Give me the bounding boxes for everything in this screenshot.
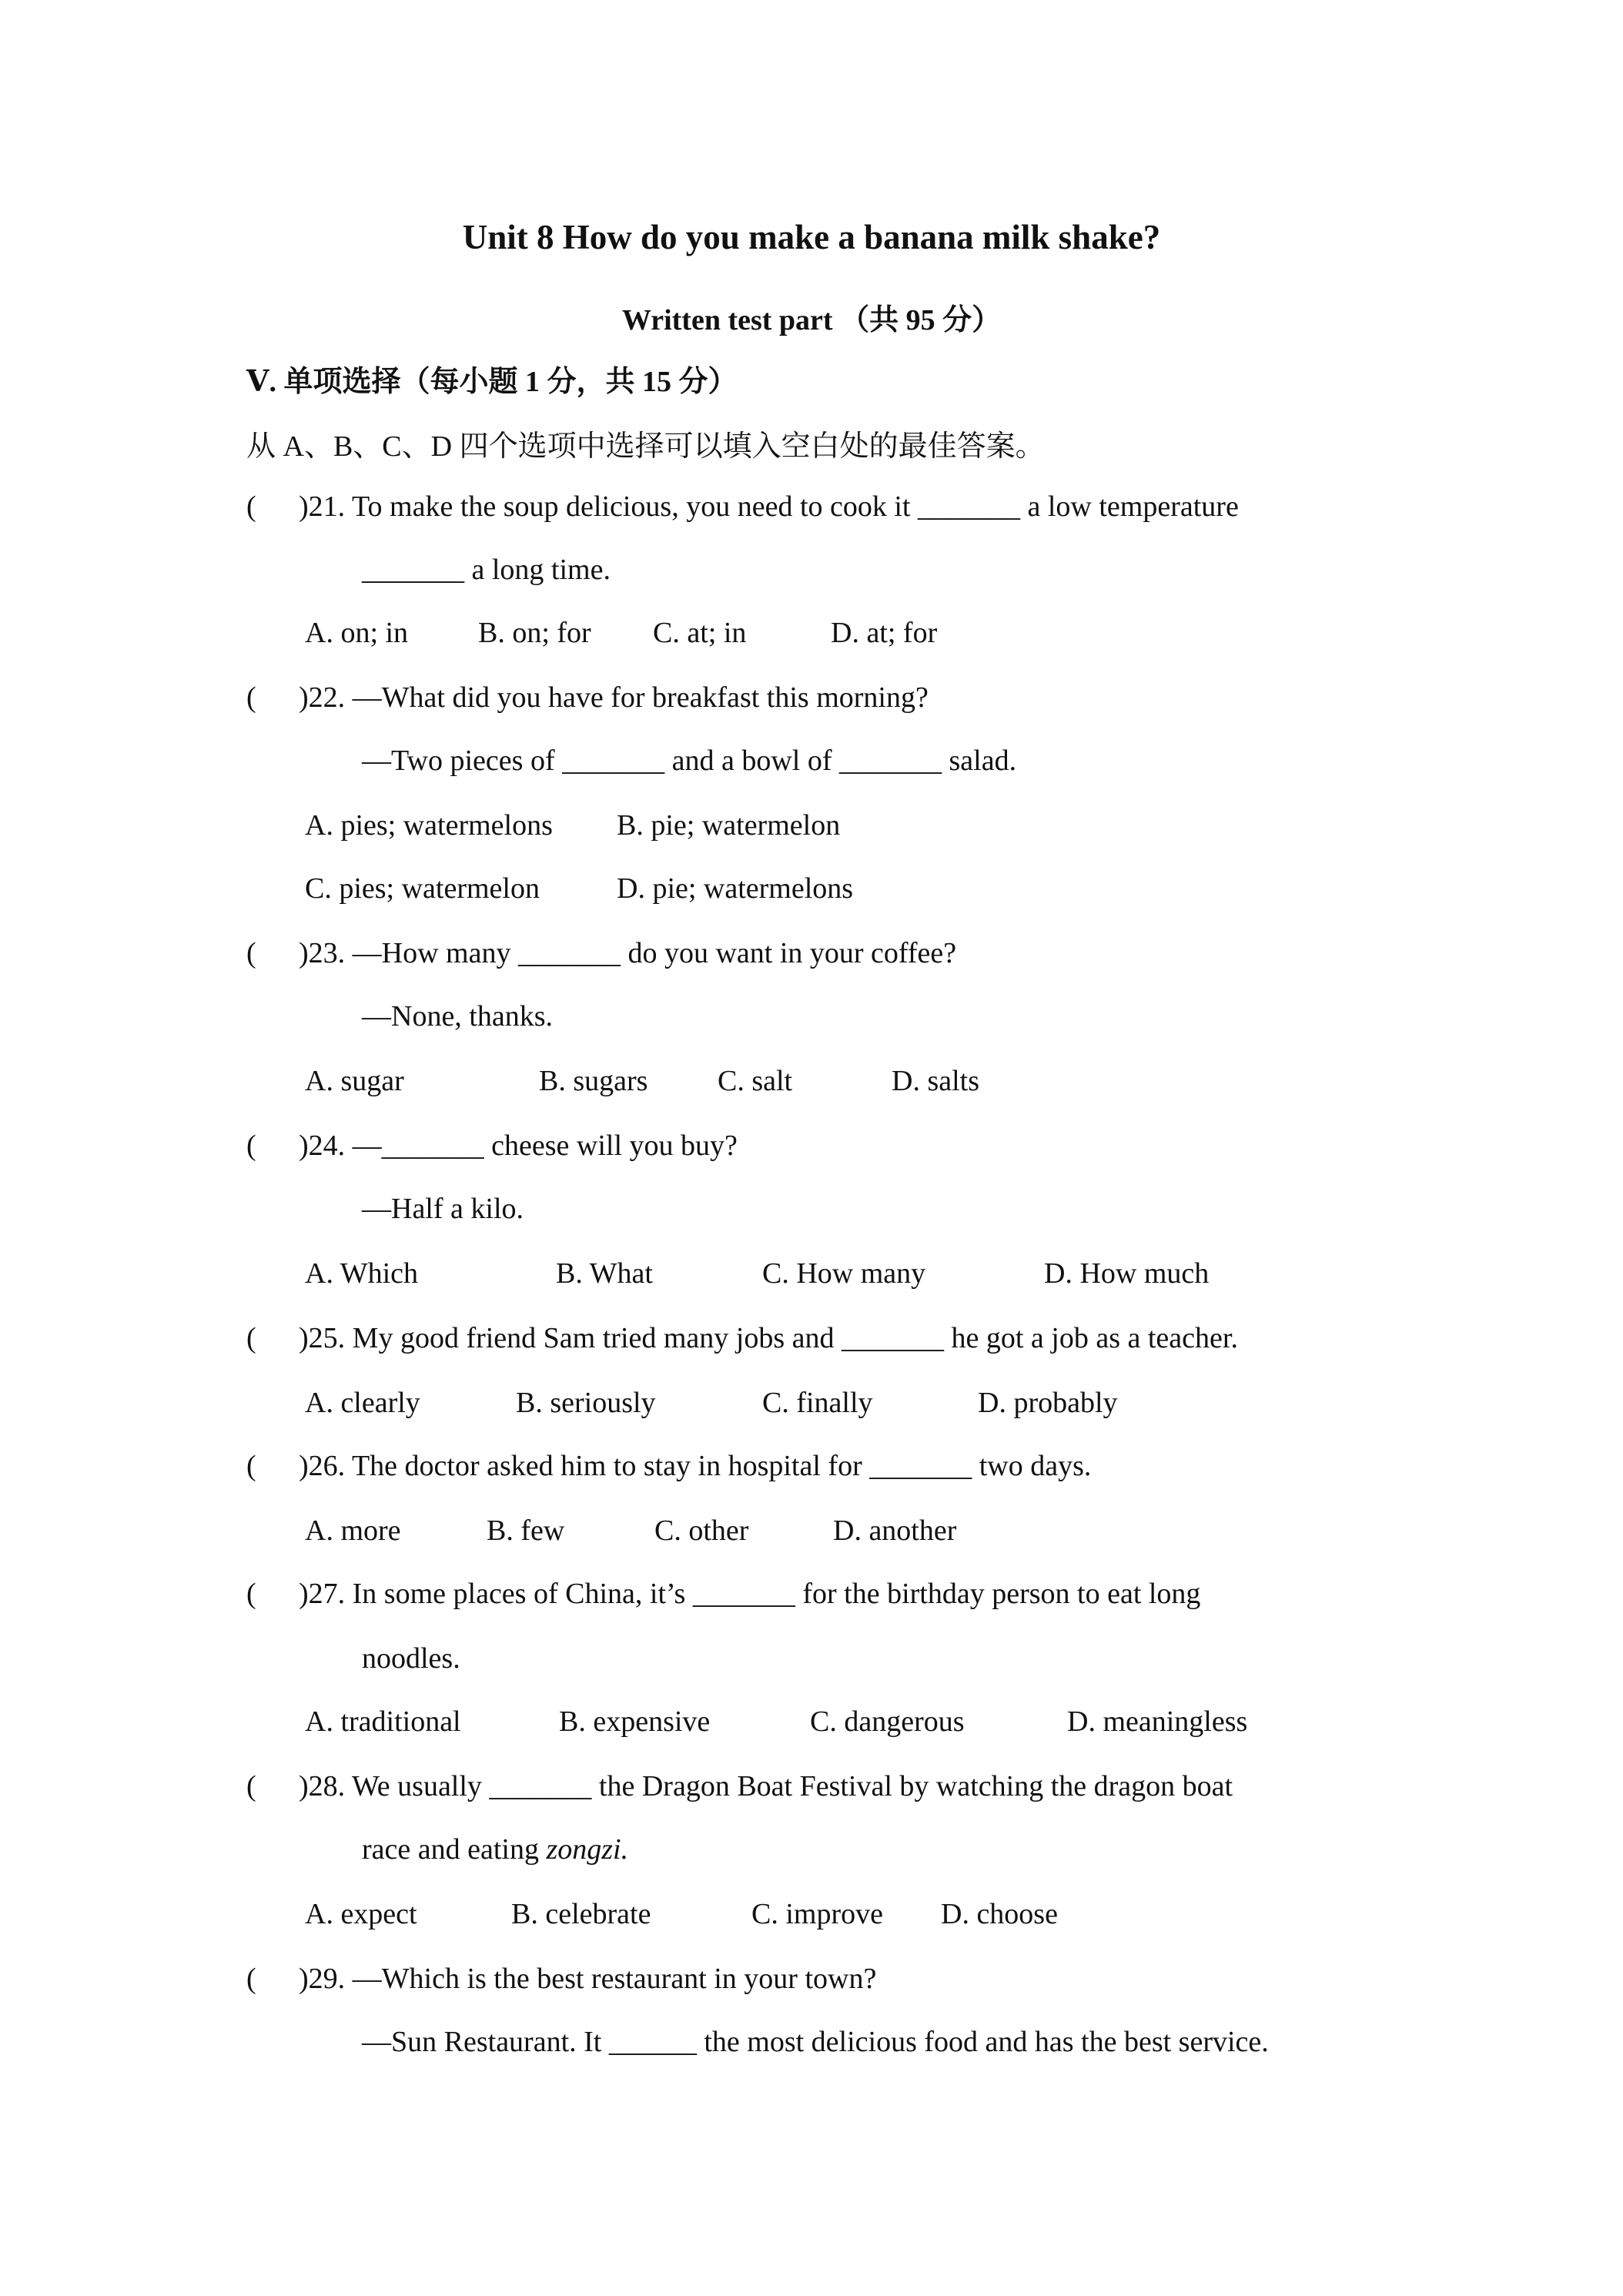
question-text: )22. —What did you have for breakfast this morning? bbox=[299, 681, 929, 714]
option-b: B. on; for bbox=[478, 617, 591, 649]
option-d: D. choose bbox=[941, 1898, 1058, 1930]
option-d: D. probably bbox=[978, 1387, 1118, 1419]
answer-paren: ( bbox=[246, 490, 256, 523]
question-text: )26. The doctor asked him to stay in hospital for _______ two days. bbox=[299, 1450, 1092, 1482]
option-a: A. traditional bbox=[305, 1705, 461, 1738]
question-text: )23. —How many _______ do you want in your coffee? bbox=[299, 937, 957, 969]
page-subtitle: Written test part （共 95 分） bbox=[621, 304, 1002, 336]
option-a: A. more bbox=[305, 1514, 401, 1547]
option-a: A. expect bbox=[305, 1898, 417, 1930]
option-c: C. other bbox=[654, 1514, 749, 1547]
answer-paren: ( bbox=[246, 1322, 256, 1354]
option-a: A. on; in bbox=[305, 617, 409, 649]
question-28-cont-text: race and eating bbox=[362, 1833, 547, 1866]
option-c: C. finally bbox=[762, 1387, 873, 1419]
question-29-cont: —Sun Restaurant. It ______ the most delicious food and has the best service. bbox=[362, 2026, 1269, 2058]
option-d: D. salts bbox=[892, 1065, 979, 1097]
option-b: B. few bbox=[487, 1514, 565, 1547]
option-b: B. expensive bbox=[559, 1705, 711, 1738]
option-a: A. pies; watermelons bbox=[305, 809, 553, 842]
question-21-cont: _______ a long time. bbox=[362, 554, 611, 586]
question-24-cont: —Half a kilo. bbox=[362, 1193, 524, 1225]
question-23-cont: —None, thanks. bbox=[362, 1000, 554, 1033]
option-b: B. pie; watermelon bbox=[617, 809, 841, 842]
question-text: )25. My good friend Sam tried many jobs and _______ he got a job as a teacher. bbox=[299, 1322, 1238, 1354]
option-d: D. pie; watermelons bbox=[617, 872, 854, 905]
answer-paren: ( bbox=[246, 937, 256, 969]
question-text: )29. —Which is the best restaurant in your town? bbox=[299, 1963, 877, 1995]
option-b: B. seriously bbox=[516, 1387, 656, 1419]
question-text: )27. In some places of China, it’s _______ for the birthday person to eat long bbox=[299, 1578, 1201, 1610]
question-28-cont bbox=[362, 1832, 628, 1868]
option-b: B. celebrate bbox=[511, 1898, 651, 1930]
section-heading: Ⅴ. 单项选择（每小题 1 分，共 15 分） bbox=[246, 366, 738, 398]
option-c: C. salt bbox=[718, 1065, 793, 1097]
option-a: A. Which bbox=[305, 1257, 419, 1290]
question-22-cont: —Two pieces of _______ and a bowl of _______ salad. bbox=[362, 745, 1017, 777]
option-d: D. another bbox=[833, 1514, 957, 1547]
option-d: D. at; for bbox=[831, 617, 938, 649]
answer-paren: ( bbox=[246, 1130, 256, 1162]
option-d: D. meaningless bbox=[1067, 1705, 1248, 1738]
section-instruction: 从 A、B、C、D 四个选项中选择可以填入空白处的最佳答案。 bbox=[246, 430, 1045, 463]
option-a: A. sugar bbox=[305, 1065, 404, 1097]
answer-paren: ( bbox=[246, 681, 256, 714]
option-c: C. improve bbox=[751, 1898, 883, 1930]
option-c: C. How many bbox=[762, 1257, 926, 1290]
question-text: )21. To make the soup delicious, you need to cook it _______ a low temperature bbox=[299, 490, 1239, 523]
option-c: C. pies; watermelon bbox=[305, 872, 540, 905]
question-text: )24. —_______ cheese will you buy? bbox=[299, 1130, 738, 1162]
option-b: B. sugars bbox=[539, 1065, 648, 1097]
question-27-cont: noodles. bbox=[362, 1642, 460, 1675]
option-a: A. clearly bbox=[305, 1387, 420, 1419]
answer-paren: ( bbox=[246, 1963, 256, 1995]
option-c: C. dangerous bbox=[810, 1705, 965, 1738]
answer-paren: ( bbox=[246, 1770, 256, 1802]
option-b: B. What bbox=[556, 1257, 653, 1290]
page-title: Unit 8 How do you make a banana milk shake? bbox=[462, 218, 1161, 256]
option-c: C. at; in bbox=[653, 617, 747, 649]
answer-paren: ( bbox=[246, 1578, 256, 1610]
option-d: D. How much bbox=[1044, 1257, 1210, 1290]
question-28-cont-italic: zongzi. bbox=[546, 1833, 629, 1866]
answer-paren: ( bbox=[246, 1450, 256, 1482]
question-text: )28. We usually _______ the Dragon Boat Festival by watching the dragon boat bbox=[299, 1770, 1233, 1802]
